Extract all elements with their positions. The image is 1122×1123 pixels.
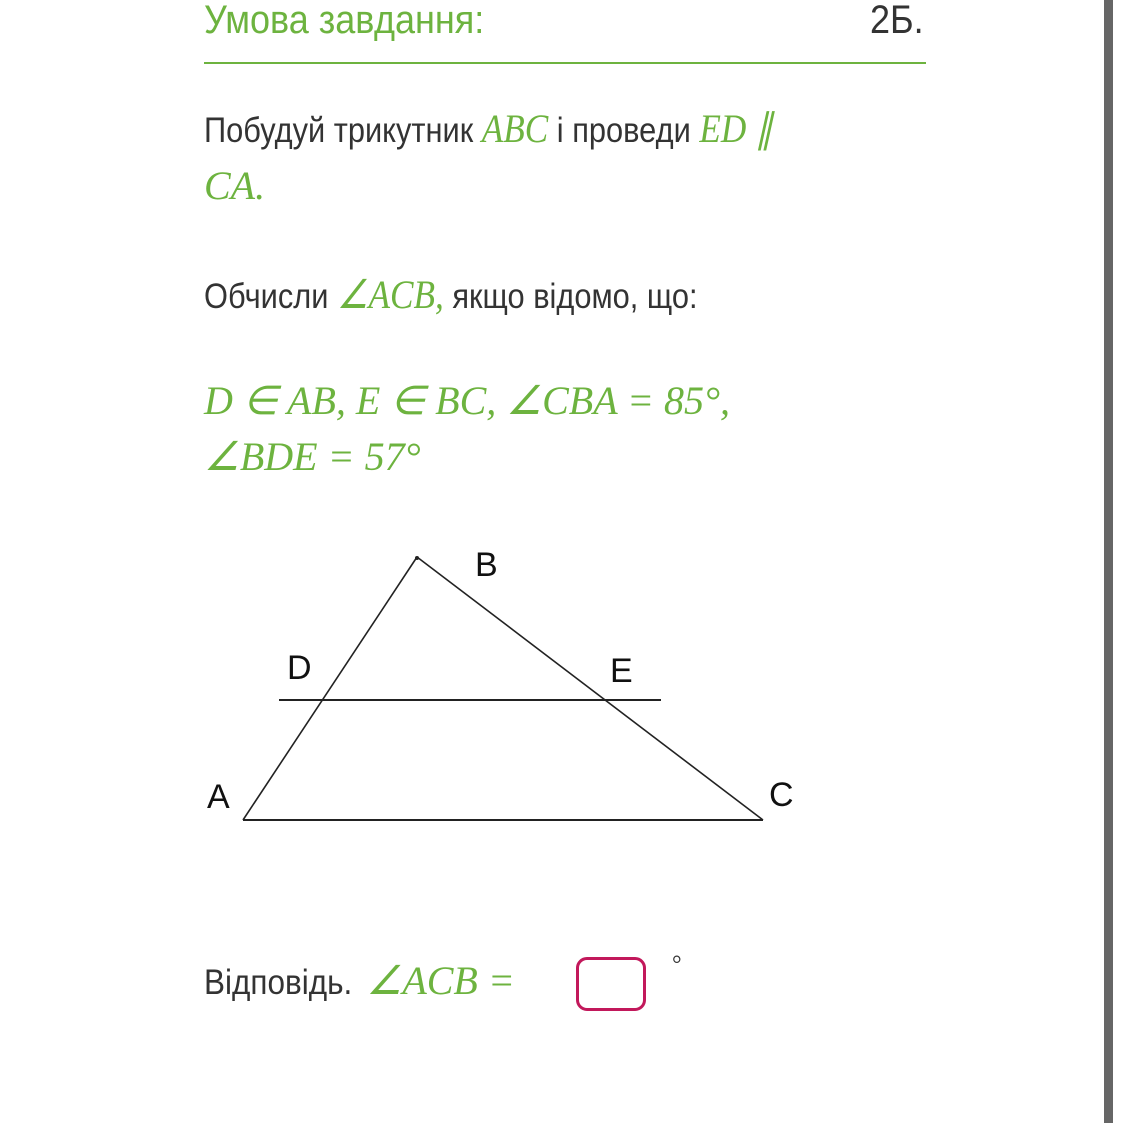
label-b: B (475, 546, 498, 584)
statement-text: Побудуй трикутник ABC і проведи ED ∥ (204, 106, 773, 151)
degree-unit: ° (672, 952, 682, 978)
task-question (204, 266, 765, 326)
label-d: D (287, 649, 312, 687)
task-title: Умова завдання: (204, 0, 485, 42)
task-statement-line1 (204, 100, 850, 160)
math-abc: ABC (481, 106, 549, 151)
given-conditions-line2: ∠BDE = 57° (204, 434, 421, 479)
answer-label: Відповідь. (204, 963, 353, 1002)
label-e: E (610, 652, 633, 690)
math-angle-acb: ∠ACB, (336, 272, 444, 317)
scrollbar[interactable] (1104, 0, 1113, 1123)
label-a: A (207, 778, 230, 816)
triangle-figure (195, 530, 835, 840)
task-points: 2Б. (870, 0, 924, 42)
side-ab (243, 557, 417, 820)
task-header (204, 0, 926, 64)
question-text: Обчисли ∠ACB, якщо відомо, що: (204, 272, 698, 317)
vertex-b-dot (415, 556, 419, 560)
side-bc (417, 557, 763, 820)
label-c: C (769, 776, 794, 814)
math-ed-parallel: ED ∥ (699, 106, 773, 151)
answer-input[interactable] (576, 957, 646, 1011)
answer-math: ∠ACB = (366, 958, 515, 1003)
answer-row (204, 952, 515, 1012)
given-conditions-line1: D ∈ AB, E ∈ BC, ∠CBA = 85°, (204, 378, 730, 423)
math-ca: CA. (204, 163, 266, 208)
